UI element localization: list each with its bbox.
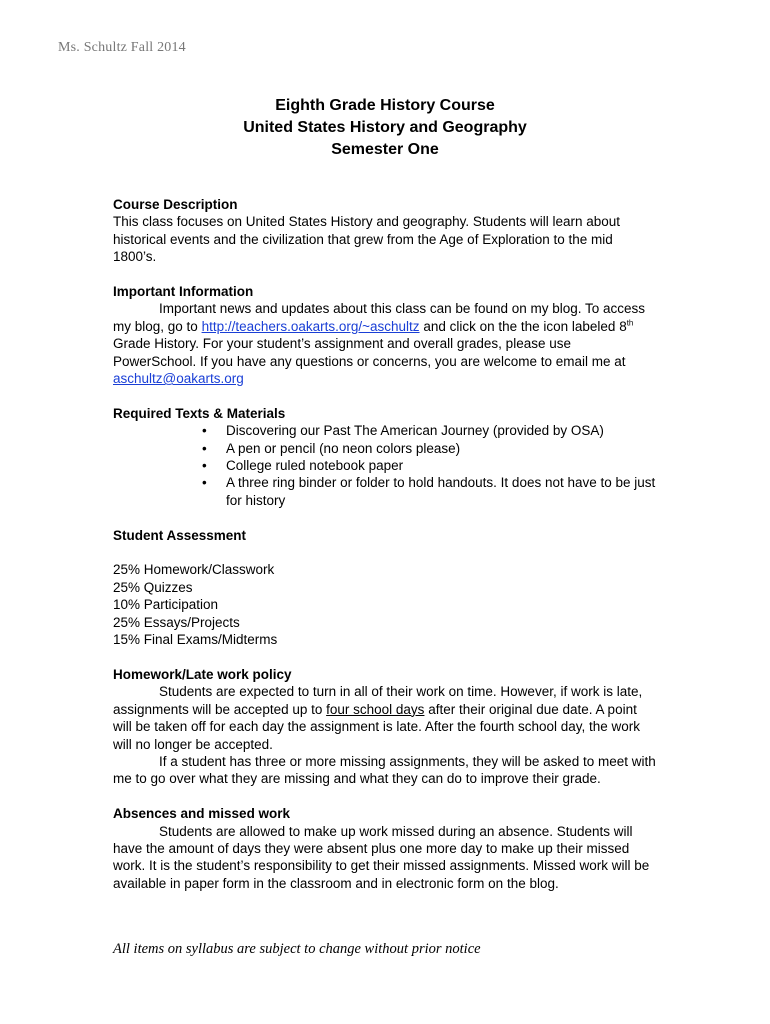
late-policy-section <box>113 666 658 788</box>
late-days-emphasis: four school days <box>326 701 425 717</box>
required-texts-section <box>113 405 658 509</box>
bullet-icon: • <box>202 458 207 474</box>
spacer <box>113 544 658 561</box>
missing-assignments-text: If a student has three or more missing assignments, they will be asked to meet with me to go over what they are missing and what they can do to improve their grade. <box>113 753 656 787</box>
materials-list <box>113 422 658 509</box>
course-description-heading: Course Description <box>113 197 238 212</box>
important-info-section <box>113 283 658 387</box>
bullet-icon: • <box>202 475 207 491</box>
important-info-part1: Important news and updates about this class can be found on my blog. To access my blog, go to <box>113 301 646 334</box>
bullet-icon: • <box>202 423 207 439</box>
assessment-section <box>113 527 658 649</box>
bullet-icon: • <box>202 440 207 456</box>
blog-link[interactable]: http://teachers.oakarts.org/~aschultz <box>201 318 420 334</box>
change-notice: All items on syllabus are subject to change without prior notice <box>113 941 481 957</box>
list-item-text: College ruled notebook paper <box>226 458 404 474</box>
assessment-heading: Student Assessment <box>113 527 247 543</box>
running-head: Ms. Schultz Fall 2014 <box>58 40 186 55</box>
ordinal-suffix: th <box>626 318 634 328</box>
important-info-heading: Important Information <box>113 284 254 300</box>
email-link[interactable]: aschultz@oakarts.org <box>113 371 244 387</box>
late-policy-part2: after their original due date. A point will be taken off for each day the assignment is late. After the fourth school day, the work will no longer be accepted. <box>113 701 641 752</box>
late-policy-text <box>113 683 658 753</box>
grade-weight-item: 10% Participation <box>113 597 219 613</box>
required-texts-heading: Required Texts & Materials <box>113 405 286 421</box>
list-item <box>202 422 658 439</box>
absences-section <box>113 805 658 892</box>
list-item <box>202 457 658 474</box>
absences-text: Students are allowed to make up work missed during an absence. Students will have the amount of days they were absent plus one more day to make up their missed work. It is the student’s responsibility to get their missed assignments. Missed work will be available in paper form in the classroom and in electronic form on the blog. <box>113 823 650 891</box>
semester-label: Semester One <box>331 141 439 158</box>
absences-heading: Absences and missed work <box>113 806 291 822</box>
grade-weight-item: 25% Quizzes <box>113 579 193 595</box>
important-info-part3: Grade History. For your student’s assignment and overall grades, please use PowerSchool. If you have any questions or concerns, you are welcome to email me at <box>113 336 626 369</box>
course-description-text: This class focuses on United States History and geography. Students will learn about historical events and the civilization that grew from the Age of Exploration to the mid 1800’s. <box>113 214 621 265</box>
late-policy-part1: Students are expected to turn in all of their work on time. However, if work is late, assignments will be accepted up to <box>113 684 643 717</box>
late-policy-heading: Homework/Late work policy <box>113 666 292 682</box>
document-titles <box>0 95 770 161</box>
list-item <box>202 474 658 509</box>
important-info-part2: and click on the the icon labeled 8 <box>419 318 627 334</box>
grade-weight-item: 15% Final Exams/Midterms <box>113 632 278 648</box>
grade-weight-item: 25% Homework/Classwork <box>113 562 275 578</box>
syllabus-body <box>113 196 658 910</box>
course-subtitle: United States History and Geography <box>243 119 527 136</box>
list-item-text: Discovering our Past The American Journey (provided by OSA) <box>226 423 604 439</box>
course-description-section <box>113 196 658 266</box>
list-item-text: A three ring binder or folder to hold handouts. It does not have to be just for history <box>226 475 656 508</box>
grade-weight-item: 25% Essays/Projects <box>113 614 240 630</box>
course-title: Eighth Grade History Course <box>275 97 495 114</box>
list-item-text: A pen or pencil (no neon colors please) <box>226 440 461 456</box>
important-info-text <box>113 300 658 387</box>
list-item <box>202 440 658 457</box>
